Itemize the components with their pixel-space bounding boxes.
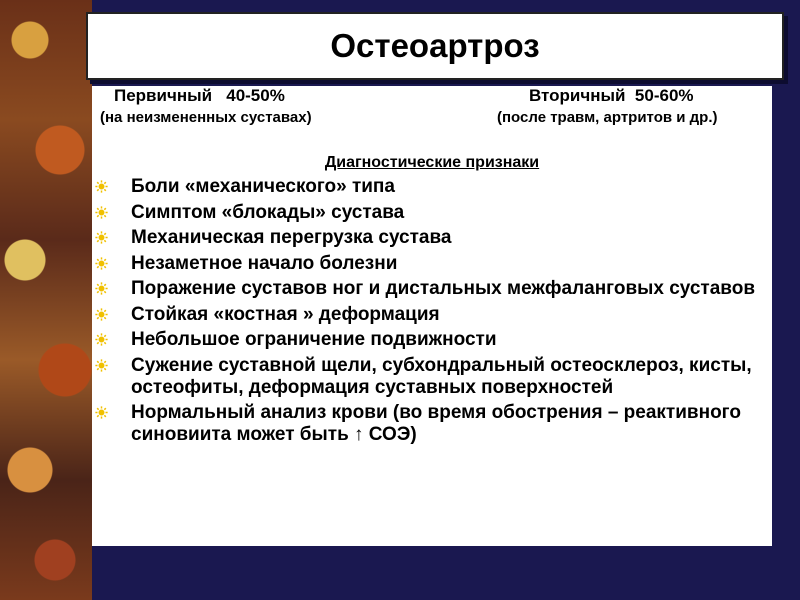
sun-bullet-icon: [95, 180, 108, 193]
list-item: [92, 278, 762, 300]
list-item: [92, 202, 762, 224]
list-item: [92, 253, 762, 275]
sun-bullet-icon: [95, 308, 108, 321]
list-item: [92, 227, 762, 249]
title-box: [86, 12, 784, 80]
sun-bullet-icon: [95, 231, 108, 244]
list-item: [92, 355, 762, 399]
diagnostic-heading: Диагностические признаки: [324, 154, 540, 171]
primary-type-label: Первичный 40-50%: [114, 86, 285, 105]
decorative-side-strip: [0, 0, 92, 600]
sign-text: Небольшое ограничение подвижности: [131, 329, 497, 350]
sun-bullet-icon: [95, 282, 108, 295]
slide-title: Остеоартроз: [330, 27, 540, 64]
list-item: [92, 304, 762, 326]
list-item: [92, 402, 762, 446]
types-row: [92, 86, 772, 110]
sign-text: Симптом «блокады» сустава: [131, 201, 405, 223]
sun-bullet-icon: [95, 406, 108, 419]
content-box: [92, 86, 772, 546]
sun-bullet-icon: [95, 359, 108, 372]
sun-bullet-icon: [95, 257, 108, 270]
sign-text: Нормальный анализ крови (во время обострения – реактивного синовиита может быть ↑ СОЭ): [131, 402, 741, 445]
list-item: [92, 329, 762, 351]
sign-text: Механическая перегрузка сустава: [131, 227, 452, 248]
diagnostic-signs-list: [92, 176, 762, 450]
sign-text: Стойкая «костная » деформация: [131, 303, 440, 325]
secondary-type-note: (после травм, артритов и др.): [497, 109, 718, 126]
sun-bullet-icon: [95, 333, 108, 346]
sun-bullet-icon: [95, 206, 108, 219]
sign-text: Боли «механического» типа: [131, 176, 395, 197]
primary-type-note: (на неизмененных суставах): [100, 109, 312, 126]
sign-text: Незаметное начало болезни: [131, 252, 398, 274]
sign-text: Поражение суставов ног и дистальных межфаланговых суставов: [131, 278, 756, 299]
sign-text: Сужение суставной щели, субхондральный остеосклероз, кисты, остеофиты, деформация суставных поверхностей: [131, 354, 752, 398]
secondary-type-label: Вторичный 50-60%: [529, 86, 694, 105]
list-item: [92, 176, 762, 198]
